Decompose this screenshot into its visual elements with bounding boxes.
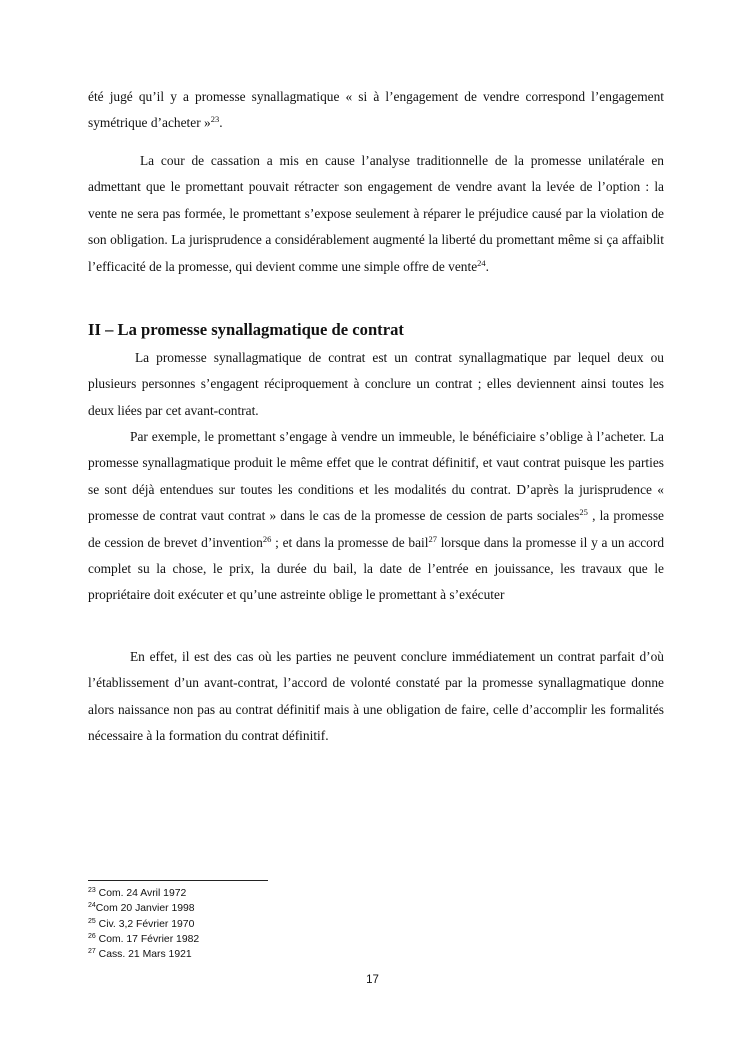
footnote-item [88, 947, 199, 962]
footnote-number: 23 [88, 887, 96, 894]
paragraph-text: La cour de cassation a mis en cause l’analyse traditionnelle de la promesse unilatérale en admettant que le promettant pouvait rétracter son engagement de vendre avant la levée de l’option : la vente ne sera pas formée, le promettant s’expose seulement à réparer le préjudice causé par la violation de son obligation. La jurisprudence a considérablement augmenté la liberté du promettant même si ça affaiblit l’efficacité de la promesse, qui devient comme une simple offre de vente [88, 153, 664, 274]
paragraph-continuation [88, 84, 664, 137]
page-number: 17 [366, 974, 379, 986]
paragraph-text: ; et dans la promesse de bail [271, 534, 429, 550]
paragraph-text: lorsque dans la promesse il y a un accord complet su la chose, le prix, la durée du bail, la date de l’entrée en jouissance, les travaux que le propriétaire doit exécuter et qu’une astreinte oblige le promettant à s’exécuter [88, 534, 665, 603]
paragraph-definition [88, 345, 664, 424]
footnote-number: 25 [88, 917, 96, 925]
footnote-number: 27 [88, 948, 96, 956]
paragraph-cassation [88, 148, 664, 280]
footnote-item [88, 917, 199, 932]
paragraph-text: La promesse synallagmatique de contrat est un contrat synallagmatique par lequel deux ou plusieurs personnes s’engagent réciproquement à conclure un contrat ; elles deviennent ainsi toutes les deux liées par cet avant-contrat. [88, 350, 664, 418]
paragraph-text: , la promesse de cession de brevet d’invention [88, 508, 664, 550]
footnote-reference[interactable]: 24 [477, 257, 486, 268]
footnote-item [88, 886, 199, 901]
footnote-item [88, 932, 199, 947]
section-heading: II – La promesse synallagmatique de contrat [88, 320, 404, 339]
paragraph-conclusion [88, 644, 664, 750]
paragraph-tail: . [219, 115, 223, 131]
paragraph-text: Par exemple, le promettant s’engage à vendre un immeuble, le bénéficiaire s’oblige à l’acheter. La promesse synallagmatique produit le même effet que le contrat définitif, et vaut contrat puisque les parties se sont déjà entendues sur toutes les conditions et les modalités du contrat. D’après la jurisprudence « promesse de contrat vaut contrat » dans le cas de la promesse de cession de parts sociales [88, 429, 664, 524]
footnote-text: Com. 24 Avril 1972 [95, 888, 187, 899]
footnote-number: 24 [88, 902, 96, 910]
footnote-reference[interactable]: 23 [210, 114, 220, 125]
paragraph-text: En effet, il est des cas où les parties ne peuvent conclure immédiatement un contrat parfait d’où l’établissement d’un avant-contrat, l’accord de volonté constaté par la promesse synallagmatique donne alors naissance non pas au contrat définitif mais à une obligation de faire, celle d’accomplir les formalités nécessaire à la formation du contrat définitif. [88, 649, 664, 744]
footnote-text: Cass. 21 Mars 1921 [95, 949, 192, 961]
footnote-separator [88, 880, 268, 881]
footnote-text: Com 20 Janvier 1998 [95, 903, 195, 915]
footnote-reference[interactable]: 27 [428, 533, 437, 544]
paragraph-tail: . [485, 258, 490, 274]
paragraph-example [88, 424, 664, 609]
footnote-item [88, 901, 199, 916]
footnotes-list [88, 886, 199, 962]
footnote-reference[interactable]: 26 [262, 533, 272, 544]
paragraph-text: été jugé qu’il y a promesse synallagmatique « si à l’engagement de vendre correspond l’engagement symétrique d’acheter » [88, 89, 664, 131]
footnote-text: Civ. 3,2 Février 1970 [95, 918, 195, 930]
footnote-reference[interactable]: 25 [579, 507, 588, 518]
footnote-number: 26 [88, 932, 96, 940]
footnote-text: Com. 17 Février 1982 [95, 933, 200, 945]
